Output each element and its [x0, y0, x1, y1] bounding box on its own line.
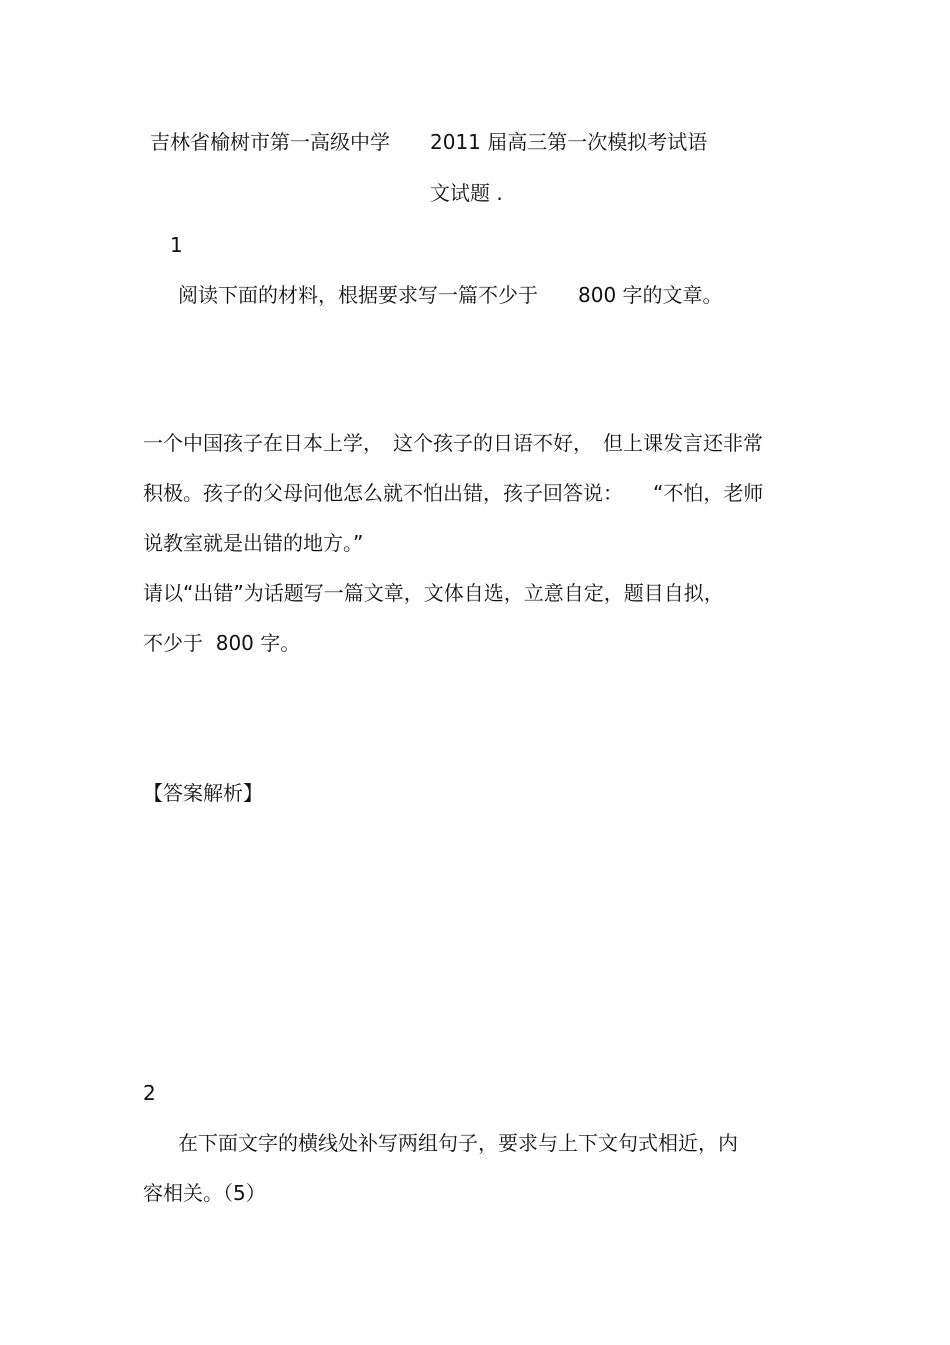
question-2-instruction-line-1: 在下面文字的横线处补写两组句子，要求与上下文句式相近，内 — [178, 1131, 738, 1155]
answer-analysis-label: 【答案解析】 — [143, 781, 263, 805]
material-line-1: 一个中国孩子在日本上学， 这个孩子的日语不好， 但上课发言还非常 — [143, 431, 763, 455]
question-2-number: 2 — [143, 1081, 156, 1105]
question-2-instruction-line-2: 容相关。（5） — [143, 1181, 266, 1205]
question-1-instruction: 阅读下面的材料，根据要求写一篇不少于 800 字的文章。 — [178, 283, 723, 307]
title-line-1: 吉林省榆树市第一高级中学 2011 届高三第一次模拟考试语 — [150, 130, 708, 154]
question-1-number: 1 — [170, 233, 183, 257]
material-line-2: 积极。孩子的父母问他怎么就不怕出错，孩子回答说： “不怕，老师 — [143, 481, 764, 505]
title-line-2: 文试题 . — [430, 181, 503, 205]
requirement-line-2: 不少于 800 字。 — [143, 631, 301, 655]
material-line-3: 说教室就是出错的地方。” — [143, 531, 364, 555]
requirement-line-1: 请以“出错”为话题写一篇文章，文体自选，立意自定，题目自拟， — [143, 581, 724, 605]
